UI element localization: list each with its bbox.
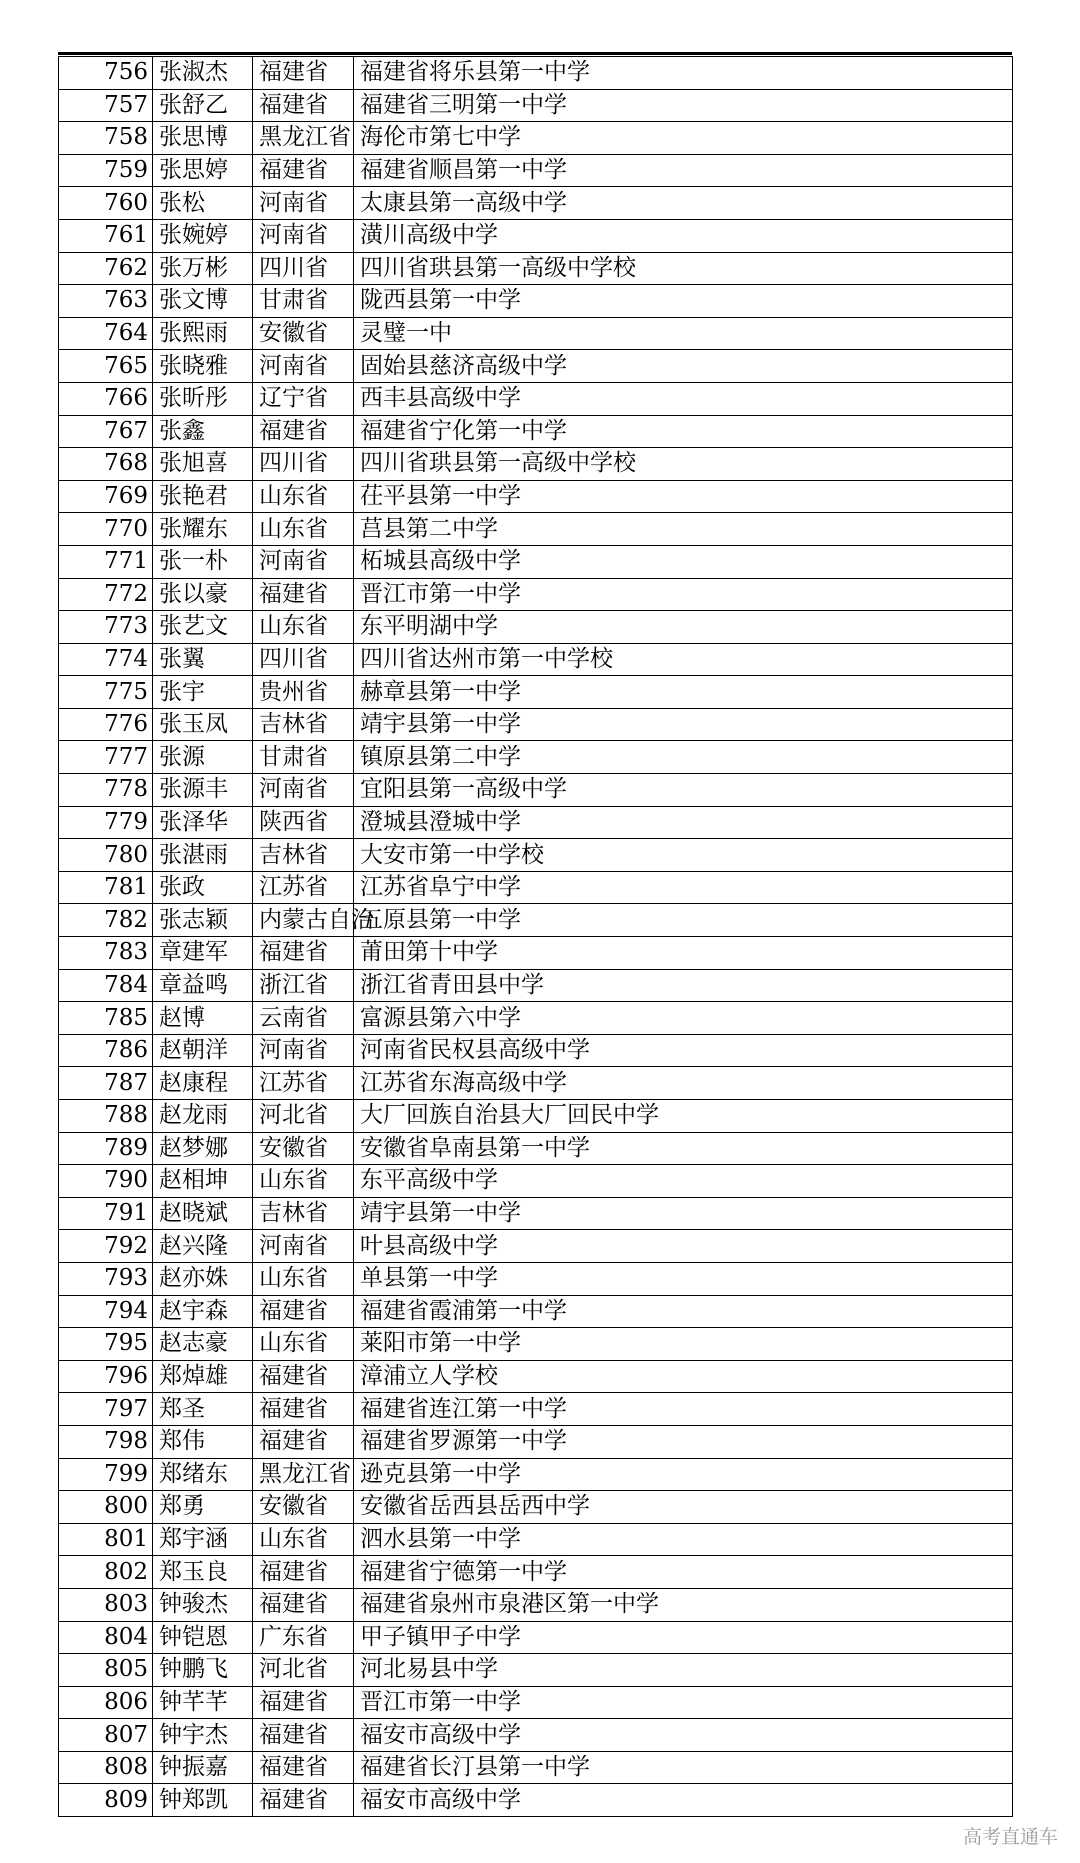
school-name: 大安市第一中学校 <box>354 839 1013 872</box>
table-row <box>59 219 1013 252</box>
table-row <box>59 578 1013 611</box>
school-name: 福安市高级中学 <box>354 1784 1013 1817</box>
row-number: 772 <box>59 578 153 611</box>
watermark: 高考直通车 <box>962 1826 1058 1848</box>
table-row <box>59 1100 1013 1133</box>
student-name: 张思婷 <box>153 154 253 187</box>
school-name: 靖宇县第一中学 <box>354 708 1013 741</box>
row-number: 763 <box>59 285 153 318</box>
province: 河南省 <box>253 545 354 578</box>
province: 甘肃省 <box>253 741 354 774</box>
student-name: 赵朝洋 <box>153 1034 253 1067</box>
student-name: 钟振嘉 <box>153 1751 253 1784</box>
school-name: 海伦市第七中学 <box>354 122 1013 155</box>
province: 山东省 <box>253 1523 354 1556</box>
table-row <box>59 969 1013 1002</box>
province: 江苏省 <box>253 1067 354 1100</box>
school-name: 东平高级中学 <box>354 1165 1013 1198</box>
student-name: 章建军 <box>153 937 253 970</box>
province: 陕西省 <box>253 806 354 839</box>
table-row <box>59 1034 1013 1067</box>
table-row <box>59 741 1013 774</box>
province: 河南省 <box>253 219 354 252</box>
school-name: 五原县第一中学 <box>354 904 1013 937</box>
table-top-border <box>58 52 1012 55</box>
province: 福建省 <box>253 1784 354 1817</box>
row-number: 759 <box>59 154 153 187</box>
province: 福建省 <box>253 154 354 187</box>
table-row <box>59 1719 1013 1752</box>
student-name: 张耀东 <box>153 513 253 546</box>
school-name: 莱阳市第一中学 <box>354 1328 1013 1361</box>
row-number: 787 <box>59 1067 153 1100</box>
student-name: 郑圣 <box>153 1393 253 1426</box>
school-name: 宜阳县第一高级中学 <box>354 774 1013 807</box>
school-name: 四川省达州市第一中学校 <box>354 643 1013 676</box>
student-name: 赵兴隆 <box>153 1230 253 1263</box>
table-row <box>59 1654 1013 1687</box>
school-name: 江苏省阜宁中学 <box>354 871 1013 904</box>
row-number: 767 <box>59 415 153 448</box>
row-number: 782 <box>59 904 153 937</box>
student-name: 钟郑凯 <box>153 1784 253 1817</box>
table-row <box>59 1002 1013 1035</box>
province: 福建省 <box>253 89 354 122</box>
school-name: 富源县第六中学 <box>354 1002 1013 1035</box>
table-row <box>59 708 1013 741</box>
school-name: 安徽省岳西县岳西中学 <box>354 1491 1013 1524</box>
table-row <box>59 1197 1013 1230</box>
school-name: 福建省罗源第一中学 <box>354 1425 1013 1458</box>
student-name: 张玉凤 <box>153 708 253 741</box>
student-name: 张艳君 <box>153 480 253 513</box>
student-name: 钟鹏飞 <box>153 1654 253 1687</box>
school-name: 泗水县第一中学 <box>354 1523 1013 1556</box>
school-name: 太康县第一高级中学 <box>354 187 1013 220</box>
row-number: 795 <box>59 1328 153 1361</box>
row-number: 790 <box>59 1165 153 1198</box>
province: 河北省 <box>253 1100 354 1133</box>
row-number: 757 <box>59 89 153 122</box>
school-name: 晋江市第一中学 <box>354 578 1013 611</box>
table-row <box>59 1132 1013 1165</box>
student-name: 郑玉良 <box>153 1556 253 1589</box>
province: 安徽省 <box>253 1132 354 1165</box>
row-number: 809 <box>59 1784 153 1817</box>
table-row <box>59 57 1013 90</box>
row-number: 761 <box>59 219 153 252</box>
province: 贵州省 <box>253 676 354 709</box>
school-name: 东平明湖中学 <box>354 611 1013 644</box>
school-name: 西丰县高级中学 <box>354 382 1013 415</box>
row-number: 779 <box>59 806 153 839</box>
student-name: 赵博 <box>153 1002 253 1035</box>
province: 福建省 <box>253 1425 354 1458</box>
school-name: 陇西县第一中学 <box>354 285 1013 318</box>
province: 福建省 <box>253 1719 354 1752</box>
school-name: 潢川高级中学 <box>354 219 1013 252</box>
row-number: 789 <box>59 1132 153 1165</box>
province: 江苏省 <box>253 871 354 904</box>
student-name: 张源丰 <box>153 774 253 807</box>
province: 浙江省 <box>253 969 354 1002</box>
table-row <box>59 480 1013 513</box>
row-number: 770 <box>59 513 153 546</box>
student-name: 张文博 <box>153 285 253 318</box>
row-number: 776 <box>59 708 153 741</box>
student-name: 钟骏杰 <box>153 1588 253 1621</box>
row-number: 771 <box>59 545 153 578</box>
row-number: 797 <box>59 1393 153 1426</box>
province: 福建省 <box>253 578 354 611</box>
table-row <box>59 350 1013 383</box>
row-number: 758 <box>59 122 153 155</box>
school-name: 福建省将乐县第一中学 <box>354 57 1013 90</box>
table-row <box>59 317 1013 350</box>
school-name: 漳浦立人学校 <box>354 1360 1013 1393</box>
student-name: 郑绪东 <box>153 1458 253 1491</box>
province: 河南省 <box>253 1230 354 1263</box>
student-name: 张淑杰 <box>153 57 253 90</box>
row-number: 774 <box>59 643 153 676</box>
row-number: 800 <box>59 1491 153 1524</box>
table-row <box>59 1588 1013 1621</box>
student-name: 郑宇涵 <box>153 1523 253 1556</box>
province: 河北省 <box>253 1654 354 1687</box>
school-name: 叶县高级中学 <box>354 1230 1013 1263</box>
table-row <box>59 839 1013 872</box>
school-name: 镇原县第二中学 <box>354 741 1013 774</box>
row-number: 784 <box>59 969 153 1002</box>
province: 福建省 <box>253 57 354 90</box>
student-name: 钟铠恩 <box>153 1621 253 1654</box>
row-number: 801 <box>59 1523 153 1556</box>
student-name: 张思博 <box>153 122 253 155</box>
school-name: 大厂回族自治县大厂回民中学 <box>354 1100 1013 1133</box>
row-number: 796 <box>59 1360 153 1393</box>
table-row <box>59 904 1013 937</box>
school-name: 福建省连江第一中学 <box>354 1393 1013 1426</box>
row-number: 765 <box>59 350 153 383</box>
province: 福建省 <box>253 1295 354 1328</box>
province: 福建省 <box>253 1556 354 1589</box>
province: 内蒙古自治 <box>253 904 354 937</box>
table-row <box>59 806 1013 839</box>
table-row <box>59 937 1013 970</box>
province: 甘肃省 <box>253 285 354 318</box>
province: 福建省 <box>253 1686 354 1719</box>
row-number: 773 <box>59 611 153 644</box>
table-row <box>59 285 1013 318</box>
row-number: 803 <box>59 1588 153 1621</box>
province: 吉林省 <box>253 1197 354 1230</box>
province: 福建省 <box>253 1588 354 1621</box>
table-row <box>59 187 1013 220</box>
school-name: 浙江省青田县中学 <box>354 969 1013 1002</box>
student-name: 章益鸣 <box>153 969 253 1002</box>
province: 福建省 <box>253 937 354 970</box>
province: 云南省 <box>253 1002 354 1035</box>
province: 福建省 <box>253 1360 354 1393</box>
row-number: 808 <box>59 1751 153 1784</box>
row-number: 766 <box>59 382 153 415</box>
table-row <box>59 1556 1013 1589</box>
student-name: 赵梦娜 <box>153 1132 253 1165</box>
row-number: 775 <box>59 676 153 709</box>
school-name: 靖宇县第一中学 <box>354 1197 1013 1230</box>
student-name: 张万彬 <box>153 252 253 285</box>
province: 吉林省 <box>253 708 354 741</box>
school-name: 四川省珙县第一高级中学校 <box>354 448 1013 481</box>
student-name: 赵龙雨 <box>153 1100 253 1133</box>
table-row <box>59 611 1013 644</box>
table-row <box>59 1621 1013 1654</box>
school-name: 赫章县第一中学 <box>354 676 1013 709</box>
student-name: 钟宇杰 <box>153 1719 253 1752</box>
row-number: 792 <box>59 1230 153 1263</box>
table-row <box>59 382 1013 415</box>
table-row <box>59 122 1013 155</box>
table-row <box>59 545 1013 578</box>
table-row <box>59 415 1013 448</box>
province: 四川省 <box>253 643 354 676</box>
student-name: 赵亦姝 <box>153 1262 253 1295</box>
row-number: 807 <box>59 1719 153 1752</box>
row-number: 788 <box>59 1100 153 1133</box>
school-name: 四川省珙县第一高级中学校 <box>354 252 1013 285</box>
row-number: 762 <box>59 252 153 285</box>
row-number: 778 <box>59 774 153 807</box>
student-name: 张一朴 <box>153 545 253 578</box>
row-number: 804 <box>59 1621 153 1654</box>
school-name: 福建省顺昌第一中学 <box>354 154 1013 187</box>
table-row <box>59 1523 1013 1556</box>
school-name: 福建省长汀县第一中学 <box>354 1751 1013 1784</box>
province: 河南省 <box>253 774 354 807</box>
province: 山东省 <box>253 1262 354 1295</box>
school-name: 晋江市第一中学 <box>354 1686 1013 1719</box>
school-name: 福建省宁德第一中学 <box>354 1556 1013 1589</box>
province: 吉林省 <box>253 839 354 872</box>
province: 黑龙江省 <box>253 1458 354 1491</box>
table-row <box>59 1686 1013 1719</box>
table-row <box>59 1262 1013 1295</box>
table-row <box>59 252 1013 285</box>
student-name: 张松 <box>153 187 253 220</box>
province: 安徽省 <box>253 317 354 350</box>
school-name: 莆田第十中学 <box>354 937 1013 970</box>
student-name: 张舒乙 <box>153 89 253 122</box>
student-name: 张旭喜 <box>153 448 253 481</box>
table-row <box>59 1751 1013 1784</box>
province: 山东省 <box>253 480 354 513</box>
school-name: 安徽省阜南县第一中学 <box>354 1132 1013 1165</box>
province: 四川省 <box>253 448 354 481</box>
table-row <box>59 1360 1013 1393</box>
province: 黑龙江省 <box>253 122 354 155</box>
student-name: 张政 <box>153 871 253 904</box>
province: 福建省 <box>253 415 354 448</box>
student-name: 钟芊芊 <box>153 1686 253 1719</box>
school-name: 福建省霞浦第一中学 <box>354 1295 1013 1328</box>
student-name: 张泽华 <box>153 806 253 839</box>
admission-list-table <box>58 56 1012 1817</box>
student-name: 赵晓斌 <box>153 1197 253 1230</box>
table-row <box>59 1067 1013 1100</box>
row-number: 781 <box>59 871 153 904</box>
student-name: 赵相坤 <box>153 1165 253 1198</box>
province: 河南省 <box>253 350 354 383</box>
table-body <box>59 57 1013 1817</box>
school-name: 茌平县第一中学 <box>354 480 1013 513</box>
table-row <box>59 89 1013 122</box>
table-row <box>59 1165 1013 1198</box>
school-name: 福建省宁化第一中学 <box>354 415 1013 448</box>
table-row <box>59 871 1013 904</box>
row-number: 799 <box>59 1458 153 1491</box>
row-number: 786 <box>59 1034 153 1067</box>
row-number: 798 <box>59 1425 153 1458</box>
table-row <box>59 1425 1013 1458</box>
school-name: 固始县慈济高级中学 <box>354 350 1013 383</box>
school-name: 莒县第二中学 <box>354 513 1013 546</box>
student-name: 张婉婷 <box>153 219 253 252</box>
province: 安徽省 <box>253 1491 354 1524</box>
row-number: 768 <box>59 448 153 481</box>
student-name: 郑勇 <box>153 1491 253 1524</box>
table-row <box>59 1295 1013 1328</box>
row-number: 806 <box>59 1686 153 1719</box>
row-number: 777 <box>59 741 153 774</box>
table-row <box>59 1230 1013 1263</box>
student-name: 赵志豪 <box>153 1328 253 1361</box>
province: 福建省 <box>253 1393 354 1426</box>
row-number: 794 <box>59 1295 153 1328</box>
province: 山东省 <box>253 1328 354 1361</box>
province: 山东省 <box>253 1165 354 1198</box>
school-name: 单县第一中学 <box>354 1262 1013 1295</box>
table-row <box>59 448 1013 481</box>
province: 山东省 <box>253 513 354 546</box>
student-name: 赵宇森 <box>153 1295 253 1328</box>
student-name: 张艺文 <box>153 611 253 644</box>
row-number: 756 <box>59 57 153 90</box>
school-name: 江苏省东海高级中学 <box>354 1067 1013 1100</box>
student-name: 张湛雨 <box>153 839 253 872</box>
row-number: 760 <box>59 187 153 220</box>
table-row <box>59 676 1013 709</box>
table-row <box>59 1328 1013 1361</box>
province: 广东省 <box>253 1621 354 1654</box>
province: 山东省 <box>253 611 354 644</box>
province: 福建省 <box>253 1751 354 1784</box>
school-name: 甲子镇甲子中学 <box>354 1621 1013 1654</box>
table-row <box>59 774 1013 807</box>
school-name: 灵璧一中 <box>354 317 1013 350</box>
row-number: 805 <box>59 1654 153 1687</box>
table-row <box>59 513 1013 546</box>
school-name: 河北易县中学 <box>354 1654 1013 1687</box>
school-name: 福建省三明第一中学 <box>354 89 1013 122</box>
student-name: 赵康程 <box>153 1067 253 1100</box>
province: 四川省 <box>253 252 354 285</box>
student-name: 张翼 <box>153 643 253 676</box>
row-number: 783 <box>59 937 153 970</box>
row-number: 793 <box>59 1262 153 1295</box>
student-name: 张昕彤 <box>153 382 253 415</box>
row-number: 791 <box>59 1197 153 1230</box>
student-name: 郑伟 <box>153 1425 253 1458</box>
student-name: 郑焯雄 <box>153 1360 253 1393</box>
table-row <box>59 643 1013 676</box>
school-name: 福安市高级中学 <box>354 1719 1013 1752</box>
student-name: 张晓雅 <box>153 350 253 383</box>
row-number: 802 <box>59 1556 153 1589</box>
school-name: 逊克县第一中学 <box>354 1458 1013 1491</box>
province: 河南省 <box>253 187 354 220</box>
table-row <box>59 1491 1013 1524</box>
table-row <box>59 1784 1013 1817</box>
school-name: 河南省民权县高级中学 <box>354 1034 1013 1067</box>
table-row <box>59 1393 1013 1426</box>
province: 辽宁省 <box>253 382 354 415</box>
province: 河南省 <box>253 1034 354 1067</box>
row-number: 764 <box>59 317 153 350</box>
student-name: 张源 <box>153 741 253 774</box>
row-number: 769 <box>59 480 153 513</box>
student-name: 张志颖 <box>153 904 253 937</box>
row-number: 780 <box>59 839 153 872</box>
table-row <box>59 154 1013 187</box>
student-name: 张宇 <box>153 676 253 709</box>
row-number: 785 <box>59 1002 153 1035</box>
student-name: 张以豪 <box>153 578 253 611</box>
student-name: 张熙雨 <box>153 317 253 350</box>
school-name: 福建省泉州市泉港区第一中学 <box>354 1588 1013 1621</box>
student-name: 张鑫 <box>153 415 253 448</box>
school-name: 澄城县澄城中学 <box>354 806 1013 839</box>
table-row <box>59 1458 1013 1491</box>
school-name: 柘城县高级中学 <box>354 545 1013 578</box>
